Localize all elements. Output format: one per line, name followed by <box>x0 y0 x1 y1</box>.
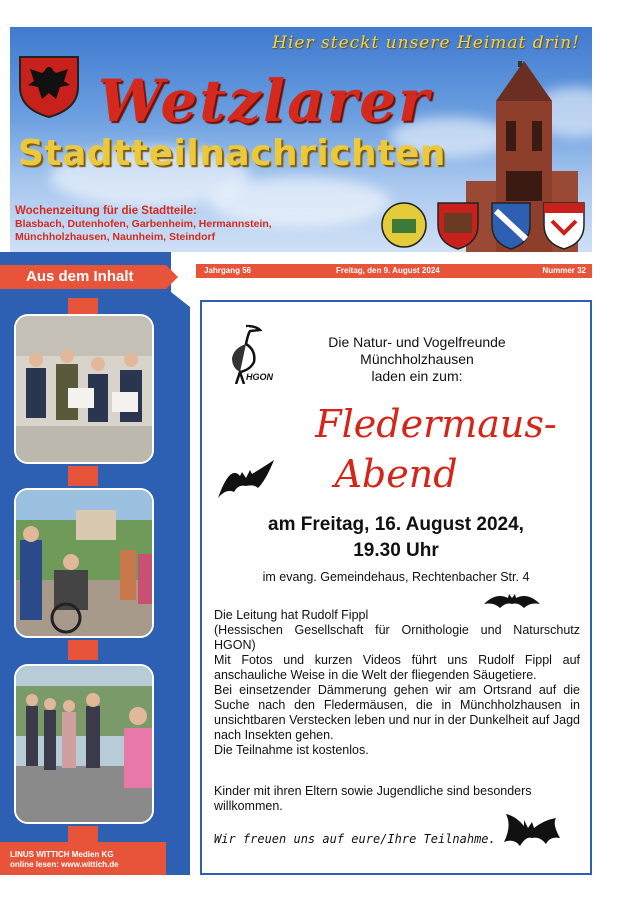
thanks-note: Wir freuen uns auf eure/Ihre Teilnahme. <box>214 832 496 846</box>
wetzlar-crest-icon <box>16 53 82 119</box>
connector <box>68 640 98 660</box>
event-title-line1: Fledermaus- <box>315 402 557 446</box>
online-link[interactable]: online lesen: www.wittich.de <box>10 860 119 869</box>
crest-icon <box>492 203 530 249</box>
intro-line: laden ein zum: <box>371 368 463 384</box>
description-paragraph: (Hessischen Gesellschaft für Ornithologie und Naturschutz HGON) <box>214 623 580 652</box>
slogan: Hier steckt unsere Heimat drin! <box>272 33 580 53</box>
crest-icon <box>544 203 584 249</box>
event-announcement <box>200 300 592 875</box>
district-list <box>15 205 272 244</box>
photo-award-ceremony[interactable] <box>14 314 154 464</box>
bat-icon <box>216 458 276 500</box>
photo-city-tour[interactable] <box>14 664 154 824</box>
event-description <box>214 608 580 758</box>
crest-icon <box>382 203 426 247</box>
intro-line: Münchholzhausen <box>360 351 474 367</box>
closing-text: Kinder mit ihren Eltern sowie Jugendliche sind besonders willkommen. <box>214 784 532 813</box>
district-crests <box>380 199 590 251</box>
intro-line: Die Natur- und Vogelfreunde <box>328 334 506 350</box>
issue-number: Nummer 32 <box>542 266 586 275</box>
event-time: 19.30 Uhr <box>353 540 439 561</box>
volume-label: Jahrgang 56 <box>204 266 252 275</box>
event-title-line2: Abend <box>334 452 458 496</box>
description-paragraph: Die Leitung hat Rudolf Fippl <box>214 608 369 622</box>
event-date: am Freitag, 16. August 2024, <box>268 514 524 535</box>
description-paragraph: Die Teilnahme ist kostenlos. <box>214 743 369 757</box>
publisher-box <box>0 842 166 875</box>
crest-icon <box>438 203 478 249</box>
masthead-subtitle: Stadtteilnachrichten <box>18 133 446 174</box>
event-venue: im evang. Gemeindehaus, Rechtenbacher Str. 4 <box>262 570 530 584</box>
contents-sidebar <box>0 252 190 875</box>
bat-icon <box>500 812 562 852</box>
photo-outdoor-group[interactable] <box>14 488 154 638</box>
intro-text <box>302 334 532 385</box>
description-paragraph: Bei einsetzender Dämmerung gehen wir am Ortsrand auf die Suche nach den Fledermäusen, die in Münchholzhausen in unsichtbaren Verstecken leben und nur in der Dunkelheit auf Jagd nach Insekten gehen. <box>214 683 580 742</box>
contents-heading: Aus dem Inhalt <box>0 265 166 289</box>
district-line: Blasbach, Dutenhofen, Garbenheim, Hermannstein, <box>15 218 272 230</box>
masthead <box>10 27 592 252</box>
description-paragraph: Mit Fotos und kurzen Videos führt uns Rudolf Fippl auf anschauliche Weise in die Welt der fliegenden Säugetiere. <box>214 653 580 682</box>
district-heading: Wochenzeitung für die Stadtteile: <box>15 205 197 217</box>
masthead-title: Wetzlarer <box>98 67 431 135</box>
district-line: Münchholzhausen, Naunheim, Steindorf <box>15 231 216 243</box>
publisher-name: LINUS WITTICH Medien KG <box>10 850 114 859</box>
issue-info-bar <box>196 264 592 278</box>
connector <box>68 466 98 486</box>
issue-date: Freitag, den 9. August 2024 <box>336 266 440 275</box>
hgon-label: HGON <box>246 372 273 382</box>
